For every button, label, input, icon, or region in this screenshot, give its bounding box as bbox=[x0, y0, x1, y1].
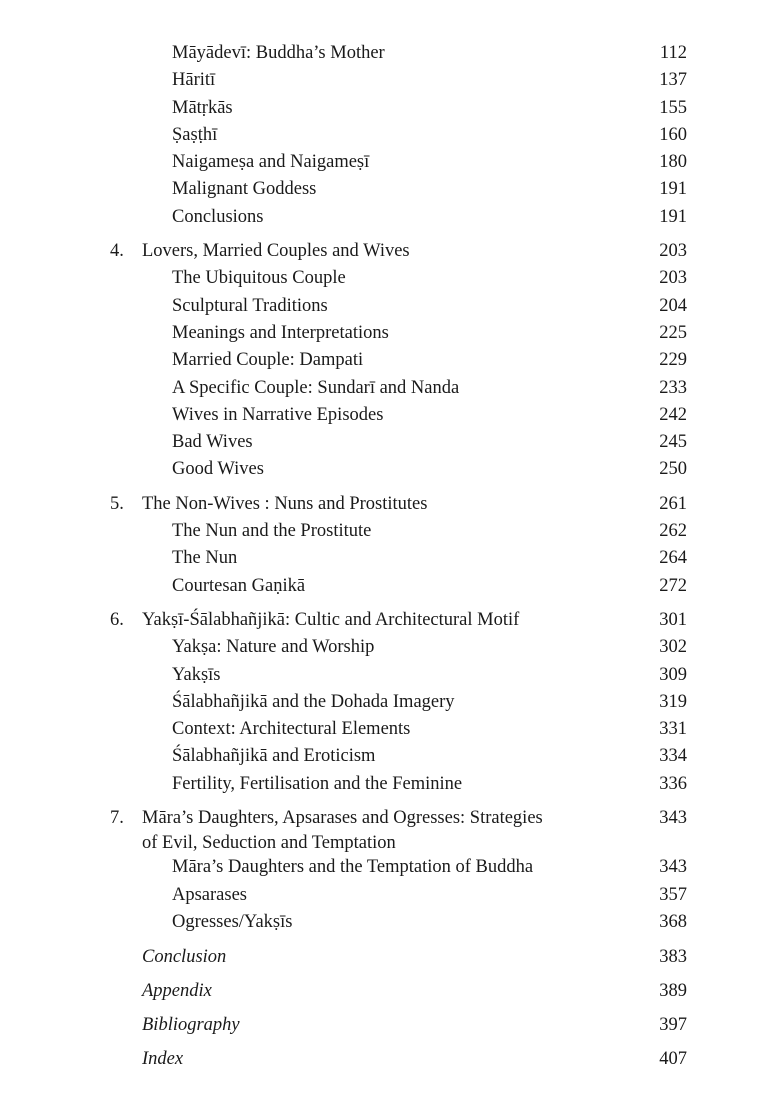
entry-title: Māra’s Daughters and the Temptation of Buddha bbox=[172, 857, 534, 878]
toc-section-entry bbox=[0, 67, 780, 94]
entry-title: Yakṣa: Nature and Worship bbox=[172, 637, 375, 658]
page-number: 225 bbox=[659, 322, 687, 343]
page-number: 272 bbox=[659, 575, 687, 596]
entry-title: Naigameṣa and Naigameṣī bbox=[172, 152, 370, 173]
entry-title: Conclusions bbox=[172, 206, 264, 227]
entry-title: Courtesan Gaṇikā bbox=[172, 575, 306, 596]
toc-section-entry bbox=[0, 634, 780, 661]
page-number: 357 bbox=[659, 884, 687, 905]
entry-title: The Nun and the Prostitute bbox=[172, 521, 372, 542]
entry-title: Śālabhañjikā and the Dohada Imagery bbox=[172, 691, 455, 712]
page-number: 383 bbox=[659, 947, 687, 968]
toc-chapter-entry bbox=[0, 805, 780, 832]
toc-section-entry bbox=[0, 909, 780, 936]
page-number: 368 bbox=[659, 911, 687, 932]
toc-section-entry bbox=[0, 743, 780, 770]
table-of-contents bbox=[0, 40, 780, 1076]
entry-title: Context: Architectural Elements bbox=[172, 719, 411, 740]
entry-title: Bibliography bbox=[142, 1015, 240, 1036]
entry-title: Yakṣīs bbox=[172, 664, 221, 685]
entry-title: The Nun bbox=[172, 548, 238, 569]
page-number: 229 bbox=[659, 350, 687, 371]
page-number: 302 bbox=[659, 637, 687, 658]
toc-section-entry bbox=[0, 176, 780, 203]
toc-section-entry bbox=[0, 429, 780, 456]
entry-title: Conclusion bbox=[142, 947, 227, 968]
page-number: 397 bbox=[659, 1015, 687, 1036]
toc-backmatter-entry bbox=[0, 1042, 780, 1076]
toc-backmatter-entry bbox=[0, 974, 780, 1008]
toc-section-entry bbox=[0, 716, 780, 743]
toc-section-entry bbox=[0, 293, 780, 320]
toc-section-entry bbox=[0, 854, 780, 881]
page-number: 180 bbox=[659, 152, 687, 173]
chapter-number: 6. bbox=[110, 609, 124, 630]
toc-section-entry bbox=[0, 573, 780, 600]
entry-title: Good Wives bbox=[172, 459, 264, 480]
page-number: 319 bbox=[659, 691, 687, 712]
entry-title: The Non-Wives : Nuns and Prostitutes bbox=[142, 493, 428, 514]
toc-section-entry bbox=[0, 882, 780, 909]
entry-title: Apsarases bbox=[172, 884, 248, 905]
toc-section-entry bbox=[0, 662, 780, 689]
entry-title: The Ubiquitous Couple bbox=[172, 268, 346, 289]
toc-section-entry bbox=[0, 771, 780, 798]
entry-title: Married Couple: Dampati bbox=[172, 350, 364, 371]
entry-title: Yakṣī-Śālabhañjikā: Cultic and Architectural Motif bbox=[142, 609, 520, 630]
page-number: 155 bbox=[659, 97, 687, 118]
entry-title: Appendix bbox=[142, 981, 212, 1002]
page-number: 331 bbox=[659, 719, 687, 740]
entry-title: Śālabhañjikā and Eroticism bbox=[172, 746, 376, 767]
toc-title-continuation bbox=[0, 832, 780, 854]
entry-title: Index bbox=[142, 1049, 184, 1070]
toc-section-entry bbox=[0, 347, 780, 374]
toc-section-entry bbox=[0, 456, 780, 483]
toc-section-entry bbox=[0, 122, 780, 149]
toc-section-entry bbox=[0, 545, 780, 572]
toc-section-entry bbox=[0, 402, 780, 429]
toc-backmatter-entry bbox=[0, 1008, 780, 1042]
entry-title: Māra’s Daughters, Apsarases and Ogresses: Strategies bbox=[142, 808, 543, 829]
entry-title: Lovers, Married Couples and Wives bbox=[142, 241, 410, 262]
entry-title: of Evil, Seduction and Temptation bbox=[142, 833, 396, 854]
page-number: 233 bbox=[659, 377, 687, 398]
entry-title: Mātṛkās bbox=[172, 97, 233, 118]
entry-title: Meanings and Interpretations bbox=[172, 322, 389, 343]
entry-title: Wives in Narrative Episodes bbox=[172, 404, 384, 425]
page-number: 204 bbox=[659, 295, 687, 316]
page-number: 245 bbox=[659, 432, 687, 453]
page-number: 242 bbox=[659, 404, 687, 425]
entry-title: Māyādevī: Buddha’s Mother bbox=[172, 43, 385, 63]
toc-section-entry bbox=[0, 95, 780, 122]
page-number: 203 bbox=[659, 268, 687, 289]
entry-title: Fertility, Fertilisation and the Feminine bbox=[172, 773, 463, 794]
entry-title: Ṣaṣṭhī bbox=[172, 124, 218, 145]
page-number: 112 bbox=[659, 43, 687, 63]
toc-section-entry bbox=[0, 265, 780, 292]
page-number: 407 bbox=[659, 1049, 687, 1070]
page-number: 301 bbox=[659, 609, 687, 630]
page-number: 261 bbox=[659, 493, 687, 514]
toc-section-entry bbox=[0, 149, 780, 176]
page-number: 309 bbox=[659, 664, 687, 685]
toc-section-entry bbox=[0, 40, 780, 67]
entry-title: Ogresses/Yakṣīs bbox=[172, 911, 293, 932]
page-number: 262 bbox=[659, 521, 687, 542]
toc-chapter-entry bbox=[0, 607, 780, 634]
toc-section-entry bbox=[0, 689, 780, 716]
entry-title: Hāritī bbox=[172, 70, 216, 91]
page-number: 264 bbox=[659, 548, 687, 569]
toc-chapter-entry bbox=[0, 238, 780, 265]
chapter-number: 5. bbox=[110, 493, 124, 514]
page-number: 160 bbox=[659, 124, 687, 145]
toc-chapter-entry bbox=[0, 491, 780, 518]
chapter-number: 4. bbox=[110, 241, 124, 262]
page-number: 343 bbox=[659, 857, 687, 878]
page-number: 137 bbox=[659, 70, 687, 91]
entry-title: Sculptural Traditions bbox=[172, 295, 328, 316]
page-number: 336 bbox=[659, 773, 687, 794]
toc-section-entry bbox=[0, 320, 780, 347]
page-number: 191 bbox=[659, 179, 687, 200]
toc-section-entry bbox=[0, 518, 780, 545]
toc-backmatter-entry bbox=[0, 940, 780, 974]
toc-section-entry bbox=[0, 204, 780, 231]
chapter-number: 7. bbox=[110, 808, 124, 829]
page-number: 334 bbox=[659, 746, 687, 767]
toc-section-entry bbox=[0, 375, 780, 402]
entry-title: Malignant Goddess bbox=[172, 179, 317, 200]
page-number: 250 bbox=[659, 459, 687, 480]
page-number: 203 bbox=[659, 241, 687, 262]
page-number: 389 bbox=[659, 981, 687, 1002]
page-number: 343 bbox=[659, 808, 687, 829]
entry-title: A Specific Couple: Sundarī and Nanda bbox=[172, 377, 460, 398]
page-number: 191 bbox=[659, 206, 687, 227]
entry-title: Bad Wives bbox=[172, 432, 253, 453]
